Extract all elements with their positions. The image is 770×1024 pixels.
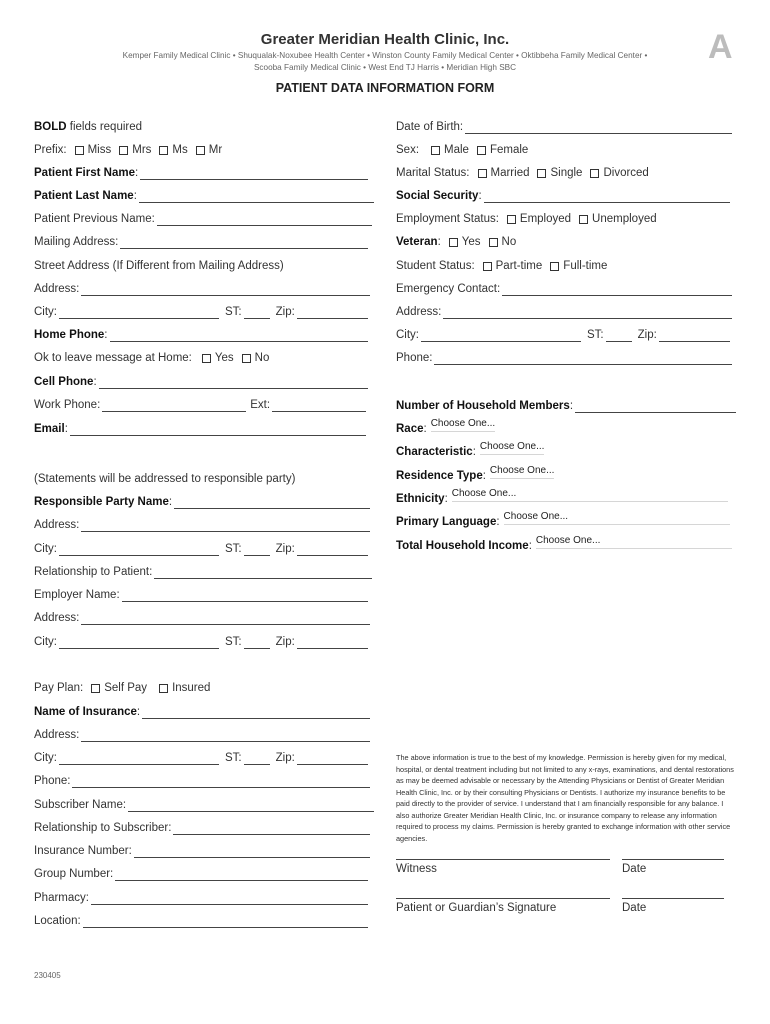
employed-checkbox[interactable]: Employed — [507, 212, 571, 226]
witness-label: Witness — [396, 863, 437, 875]
employer-address-field[interactable]: Address: — [34, 607, 370, 625]
city-st-zip-row-2[interactable]: City: ST: Zip: — [34, 538, 368, 556]
city-st-zip-row-4[interactable]: City: ST: Zip: — [34, 747, 368, 765]
ethnicity-select[interactable]: Choose One... — [452, 488, 728, 502]
self-pay-checkbox[interactable]: Self Pay — [91, 681, 147, 695]
work-phone-row[interactable]: Work Phone: Ext: — [34, 394, 366, 412]
group-number-field[interactable]: Group Number: — [34, 863, 368, 881]
residence-type-select[interactable]: Choose One... — [490, 465, 554, 479]
dob-field[interactable]: Date of Birth: — [396, 116, 732, 134]
patient-date-label: Date — [622, 902, 647, 914]
responsible-party-field[interactable]: Responsible Party Name : — [34, 491, 370, 509]
primary-language-row: Primary Language : Choose One... — [396, 511, 732, 529]
patient-date-line[interactable] — [622, 898, 724, 899]
race-row: Race : Choose One... — [396, 418, 496, 435]
emergency-contact-field[interactable]: Emergency Contact: — [396, 278, 732, 296]
leave-message-yes-checkbox[interactable]: Yes — [202, 351, 234, 365]
employment-status-row: Employment Status: Employed Unemployed — [396, 213, 657, 225]
leave-message-row: Ok to leave message at Home: Yes No — [34, 352, 270, 364]
form-title: PATIENT DATA INFORMATION FORM — [275, 81, 495, 95]
primary-language-select[interactable]: Choose One... — [504, 511, 730, 525]
unemployed-checkbox[interactable]: Unemployed — [579, 212, 657, 226]
home-phone-field[interactable]: Home Phone : — [34, 324, 368, 342]
household-income-row: Total Household Income : Choose One... — [396, 535, 732, 553]
city-st-zip-row-1[interactable]: City: ST: Zip: — [34, 301, 368, 319]
insurance-number-field[interactable]: Insurance Number: — [34, 840, 370, 858]
sex-female-checkbox[interactable]: Female — [477, 143, 528, 157]
location-field[interactable]: Location: — [34, 910, 368, 928]
emergency-city-st-zip-row[interactable]: City: ST: Zip: — [396, 324, 730, 342]
pharmacy-field[interactable]: Pharmacy: — [34, 887, 368, 905]
sex-row: Sex: Male Female — [396, 144, 529, 156]
witness-date-label: Date — [622, 863, 647, 875]
prefix-mrs-checkbox[interactable]: Mrs — [119, 143, 151, 157]
prefix-mr-checkbox[interactable]: Mr — [196, 143, 222, 157]
relationship-patient-field[interactable]: Relationship to Patient: — [34, 561, 372, 579]
city-st-zip-row-3[interactable]: City: ST: Zip: — [34, 631, 368, 649]
responsible-address-field[interactable]: Address: — [34, 514, 370, 532]
insurance-name-field[interactable]: Name of Insurance : — [34, 701, 370, 719]
previous-name-field[interactable]: Patient Previous Name: — [34, 208, 372, 226]
veteran-yes-checkbox[interactable]: Yes — [449, 235, 481, 249]
insurance-address-field[interactable]: Address: — [34, 724, 370, 742]
statements-note: (Statements will be addressed to responsible party) — [34, 473, 296, 485]
mailing-address-field[interactable]: Mailing Address: — [34, 231, 368, 249]
married-checkbox[interactable]: Married — [478, 166, 530, 180]
street-address-note: Street Address (If Different from Mailing Address) — [34, 260, 284, 272]
insurance-phone-field[interactable]: Phone: — [34, 770, 370, 788]
veteran-row: Veteran : Yes No — [396, 236, 517, 248]
characteristic-row: Characteristic : Choose One... — [396, 441, 545, 458]
marital-status-row: Marital Status: Married Single Divorced — [396, 167, 649, 179]
emergency-phone-field[interactable]: Phone: — [396, 347, 732, 365]
form-code: 230405 — [34, 971, 61, 980]
full-time-checkbox[interactable]: Full-time — [550, 259, 607, 273]
form-letter: A — [708, 28, 733, 66]
household-members-field[interactable]: Number of Household Members : — [396, 395, 736, 413]
emergency-address-field[interactable]: Address: — [396, 301, 732, 319]
ethnicity-row: Ethnicity : Choose One... — [396, 488, 732, 506]
subscriber-name-field[interactable]: Subscriber Name: — [34, 794, 374, 812]
insured-checkbox[interactable]: Insured — [159, 681, 210, 695]
student-status-row: Student Status: Part-time Full-time — [396, 260, 608, 272]
prefix-miss-checkbox[interactable]: Miss — [75, 143, 112, 157]
ssn-field[interactable]: Social Security : — [396, 185, 730, 203]
cell-phone-field[interactable]: Cell Phone : — [34, 371, 368, 389]
race-select[interactable]: Choose One... — [431, 418, 495, 432]
email-field[interactable]: Email : — [34, 418, 366, 436]
part-time-checkbox[interactable]: Part-time — [483, 259, 543, 273]
required-note: BOLD fields required — [34, 121, 143, 133]
patient-signature-label: Patient or Guardian’s Signature — [396, 902, 557, 914]
sex-male-checkbox[interactable]: Male — [431, 143, 469, 157]
divorced-checkbox[interactable]: Divorced — [590, 166, 648, 180]
last-name-field[interactable]: Patient Last Name : — [34, 185, 374, 203]
patient-signature-line[interactable] — [396, 898, 610, 899]
prefix-row: Prefix: Miss Mrs Ms Mr — [34, 144, 223, 156]
pay-plan-row: Pay Plan: Self Pay Insured — [34, 682, 211, 694]
witness-signature-line[interactable] — [396, 859, 610, 860]
relationship-subscriber-field[interactable]: Relationship to Subscriber: — [34, 817, 370, 835]
street-address-field[interactable]: Address: — [34, 278, 370, 296]
witness-date-line[interactable] — [622, 859, 724, 860]
leave-message-no-checkbox[interactable]: No — [242, 351, 270, 365]
residence-type-row: Residence Type : Choose One... — [396, 465, 555, 482]
clinic-name: Greater Meridian Health Clinic, Inc. — [260, 31, 510, 48]
veteran-no-checkbox[interactable]: No — [489, 235, 517, 249]
single-checkbox[interactable]: Single — [537, 166, 582, 180]
household-income-select[interactable]: Choose One... — [536, 535, 732, 549]
clinic-locations-line-2: Scooba Family Medical Clinic • West End TJ Harris • Meridian High SBC — [253, 63, 517, 72]
consent-statement: The above information is true to the best of my knowledge. Permission is hereby given for my medical, hospital, or dental treatment including but not limited to any x-rays, examinations, and dental restorations as may be deemed advisable or necessary by the Attending Physicians or Dentist of Greater Meridian Health Clinic, Inc. or by their consulting Physicians or Dentists. I authorize my insurance benefits to be paid directly to the provider of service. I understand that I am financially responsible for any balance. I also authorize Greater Meridian Health Clinic, Inc. or insurance company to release any information required to process my claims. Permission is hereby granted to exchange information with other service agencies. — [396, 753, 734, 843]
first-name-field[interactable]: Patient First Name : — [34, 162, 368, 180]
characteristic-select[interactable]: Choose One... — [480, 441, 544, 455]
clinic-locations-line-1: Kemper Family Medical Clinic • Shuqualak-Noxubee Health Center • Winston County Family Medical Center • Oktibbeha Family Medical Center • — [122, 51, 648, 60]
prefix-ms-checkbox[interactable]: Ms — [159, 143, 187, 157]
employer-name-field[interactable]: Employer Name: — [34, 584, 368, 602]
